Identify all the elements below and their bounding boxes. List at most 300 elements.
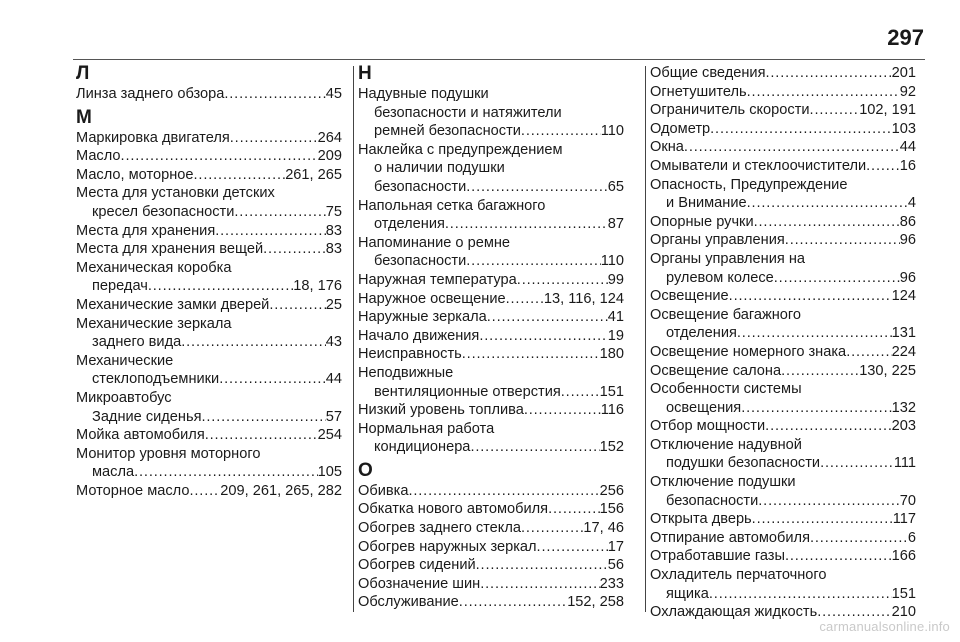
entry-term: Органы управления: [650, 232, 785, 249]
entry-line: [358, 593, 624, 612]
entry-line: [76, 352, 342, 371]
entry-pages: 45: [325, 86, 342, 102]
index-entry: [650, 231, 916, 250]
entry-pages: 86: [899, 213, 916, 230]
entry-pages: 4: [907, 195, 916, 212]
entry-term: Надувные подушки: [358, 86, 489, 102]
index-entry: [650, 343, 916, 362]
index-entry: [358, 271, 624, 290]
index-entry: [650, 250, 916, 287]
dot-leader: [487, 308, 608, 327]
index-entry: [76, 259, 342, 296]
entry-line: [650, 566, 916, 585]
dot-leader: [710, 120, 892, 139]
entry-term: ящика: [666, 585, 709, 602]
entry-line: [358, 215, 624, 234]
index-entry: [650, 157, 916, 176]
entry-term: отделения: [666, 325, 737, 342]
entry-term: Механические зеркала: [76, 315, 232, 332]
entry-line: [76, 315, 342, 334]
dot-leader: [754, 213, 900, 232]
entry-pages: 103: [891, 120, 916, 137]
dot-leader: [785, 547, 892, 566]
index-entry: [358, 401, 624, 420]
entry-pages: 254: [317, 427, 342, 444]
entry-term: Опасность, Предупреждение: [650, 176, 848, 193]
entry-line: [358, 500, 624, 519]
dot-leader: [737, 324, 892, 343]
entry-term: Отбор мощности: [650, 418, 766, 435]
index-entry: [358, 85, 624, 141]
entry-line: [358, 327, 624, 346]
entry-term: Отпирание автомобиля: [650, 529, 810, 546]
entry-line: [358, 538, 624, 557]
entry-line: [76, 129, 342, 148]
entry-pages: 151: [599, 383, 624, 400]
dot-leader: [684, 138, 900, 157]
entry-pages: 44: [899, 139, 916, 156]
dot-leader: [810, 529, 908, 548]
entry-pages: 57: [325, 408, 342, 425]
dot-leader: [521, 122, 601, 141]
entry-term: Освещение салона: [650, 362, 782, 379]
index-entry: [650, 417, 916, 436]
entry-term: Масло, моторное: [76, 166, 194, 183]
entry-term: безопасности: [374, 178, 467, 195]
entry-line: [76, 463, 342, 482]
entry-line: [650, 83, 916, 102]
entry-term: Обогрев наружных зеркал: [358, 538, 537, 555]
entry-line: [358, 345, 624, 364]
entry-term: Микроавтобус: [76, 389, 172, 406]
entry-term: Обкатка нового автомобиля: [358, 501, 549, 518]
dot-leader: [752, 510, 893, 529]
section-letter: М: [76, 106, 92, 128]
dot-leader: [548, 500, 600, 519]
entry-line: [76, 203, 342, 222]
entry-term: Открыта дверь: [650, 511, 752, 528]
entry-pages: 203: [891, 418, 916, 435]
entry-line: [76, 333, 342, 352]
entry-line: [76, 296, 342, 315]
index-entry: [76, 296, 342, 315]
entry-term: подушки безопасности: [666, 455, 821, 472]
entry-term: Наклейка с предупреждением: [358, 141, 563, 158]
entry-term: Наружная температура: [358, 271, 517, 288]
index-entry: [358, 519, 624, 538]
index-entry: [358, 234, 624, 271]
entry-term: Отключение надувной: [650, 436, 802, 453]
entry-line: [358, 438, 624, 457]
entry-term: Механические: [76, 352, 174, 369]
entry-pages: 87: [607, 216, 624, 233]
entry-term: Мойка автомобиля: [76, 427, 205, 444]
dot-leader: [215, 222, 326, 241]
entry-line: [76, 389, 342, 408]
entry-term: Обозначение шин: [358, 575, 481, 592]
dot-leader: [747, 83, 900, 102]
index-entry: [650, 566, 916, 603]
index-entry: [650, 529, 916, 548]
entry-term: Низкий уровень топлива: [358, 402, 524, 419]
dot-leader: [561, 383, 600, 402]
entry-term: Опорные ручки: [650, 213, 754, 230]
entry-pages: 116: [600, 402, 624, 419]
dot-leader: [201, 408, 325, 427]
index-column-3: [650, 64, 916, 622]
entry-pages: 124: [891, 288, 916, 305]
entry-term: стеклоподъемники: [92, 371, 220, 388]
index-entry: [650, 473, 916, 510]
entry-line: [650, 510, 916, 529]
dot-leader: [479, 327, 607, 346]
entry-term: Освещение номерного знака: [650, 343, 847, 360]
dot-leader: [765, 64, 891, 83]
index-entry: [76, 129, 342, 148]
entry-term: Маркировка двигателя: [76, 129, 230, 146]
entry-line: [650, 64, 916, 83]
dot-leader: [224, 85, 325, 104]
entry-term: Нормальная работа: [358, 420, 495, 437]
index-column-1: [76, 64, 342, 500]
entry-pages: 18, 176: [293, 278, 342, 295]
entry-pages: 201: [891, 65, 916, 81]
dot-leader: [810, 101, 860, 120]
entry-line: [650, 250, 916, 269]
dot-leader: [470, 438, 599, 457]
dot-leader: [774, 269, 900, 288]
entry-term: и Внимание: [666, 195, 747, 212]
entry-line: [650, 585, 916, 604]
entry-pages: 180: [599, 346, 624, 363]
dot-leader: [462, 345, 600, 364]
dot-leader: [521, 519, 583, 538]
entry-line: [76, 166, 342, 185]
entry-term: Омыватели и стеклоочистители: [650, 157, 867, 174]
dot-leader: [234, 203, 325, 222]
dot-leader: [846, 343, 891, 362]
entry-pages: 110: [600, 253, 624, 270]
entry-term: Неподвижные: [358, 364, 454, 381]
entry-line: [650, 176, 916, 195]
entry-line: [358, 290, 624, 309]
entry-line: [650, 231, 916, 250]
entry-line: [358, 178, 624, 197]
entry-term: Освещение: [650, 288, 729, 305]
entry-term: Отключение подушки: [650, 474, 796, 491]
entry-line: [76, 408, 342, 427]
entry-pages: 209, 261, 265, 282: [220, 482, 342, 499]
entry-line: [358, 364, 624, 383]
entry-line: [358, 401, 624, 420]
entry-term: Неисправность: [358, 346, 462, 363]
dot-leader: [205, 426, 318, 445]
entry-term: Масло: [76, 148, 121, 165]
dot-leader: [148, 277, 293, 296]
entry-pages: 41: [607, 309, 624, 326]
entry-term: кресел безопасности: [92, 203, 235, 220]
dot-leader: [230, 129, 318, 148]
index-column-2: [358, 64, 624, 612]
dot-leader: [476, 556, 608, 575]
entry-line: [358, 556, 624, 575]
index-entry: [358, 364, 624, 401]
entry-pages: 99: [607, 271, 624, 288]
entry-pages: 152, 258: [567, 594, 624, 611]
dot-leader: [524, 401, 601, 420]
entry-term: Охлаждающая жидкость: [650, 604, 818, 621]
entry-term: безопасности: [666, 492, 759, 509]
entry-term: Обслуживание: [358, 594, 459, 611]
entry-term: Органы управления на: [650, 250, 806, 267]
entry-pages: 102, 191: [859, 102, 916, 119]
entry-line: [650, 306, 916, 325]
entry-pages: 25: [325, 296, 342, 313]
entry-pages: 16: [899, 157, 916, 174]
dot-leader: [820, 454, 894, 473]
dot-leader: [785, 231, 900, 250]
entry-term: Начало движения: [358, 327, 480, 344]
header-rule: [73, 59, 925, 60]
entry-line: [76, 222, 342, 241]
index-entry: [76, 352, 342, 389]
index-entry: [358, 420, 624, 457]
index-entry: [358, 197, 624, 234]
entry-term: Обогрев сидений: [358, 557, 476, 574]
entry-term: масла: [92, 464, 135, 481]
dot-leader: [466, 178, 608, 197]
entry-line: [650, 213, 916, 232]
entry-pages: 130, 225: [859, 362, 916, 379]
entry-line: [76, 240, 342, 259]
entry-term: отделения: [374, 216, 445, 233]
entry-line: [358, 197, 624, 216]
entry-term: освещения: [666, 399, 742, 416]
entry-pages: 233: [599, 575, 624, 592]
dot-leader: [459, 593, 567, 612]
entry-line: [650, 492, 916, 511]
dot-leader: [747, 194, 908, 213]
entry-term: вентиляционные отверстия: [374, 383, 561, 400]
entry-line: [650, 380, 916, 399]
entry-pages: 264: [317, 129, 342, 146]
entry-line: [76, 259, 342, 278]
entry-pages: 17, 46: [583, 520, 624, 537]
entry-pages: 6: [907, 529, 916, 546]
dot-leader: [194, 166, 286, 185]
entry-line: [358, 575, 624, 594]
dot-leader: [781, 362, 859, 381]
dot-leader: [189, 482, 220, 501]
entry-pages: 209: [317, 148, 342, 165]
entry-line: [358, 482, 624, 501]
entry-line: [650, 473, 916, 492]
section-letter: Н: [358, 63, 372, 84]
index-entry: [358, 500, 624, 519]
entry-line: [650, 547, 916, 566]
entry-pages: 117: [892, 511, 916, 528]
entry-line: [76, 147, 342, 166]
index-entry: [76, 315, 342, 352]
dot-leader: [121, 147, 318, 166]
watermark: carmanualsonline.info: [819, 619, 950, 634]
entry-term: Обогрев заднего стекла: [358, 520, 521, 537]
entry-term: Освещение багажного: [650, 306, 802, 323]
dot-leader: [408, 482, 599, 501]
entry-line: [650, 157, 916, 176]
index-entry: [76, 482, 342, 501]
entry-term: Места для хранения: [76, 222, 216, 239]
entry-pages: 75: [325, 203, 342, 220]
entry-pages: 224: [891, 343, 916, 360]
entry-line: [358, 252, 624, 271]
entry-term: безопасности: [374, 253, 467, 270]
dot-leader: [134, 463, 318, 482]
column-divider: [353, 66, 354, 612]
index-entry: [650, 138, 916, 157]
entry-term: Особенности системы: [650, 381, 802, 398]
entry-line: [650, 417, 916, 436]
entry-line: [650, 399, 916, 418]
entry-term: Отработавшие газы: [650, 548, 785, 565]
entry-term: ремней безопасности: [374, 123, 521, 140]
index-entry: [650, 547, 916, 566]
dot-leader: [537, 538, 608, 557]
index-entry: [358, 482, 624, 501]
index-entry: [358, 345, 624, 364]
entry-term: Моторное масло: [76, 482, 190, 499]
entry-term: безопасности и натяжители: [374, 104, 562, 121]
entry-line: [358, 159, 624, 178]
entry-line: [650, 529, 916, 548]
index-entry: [76, 240, 342, 259]
index-entry: [76, 426, 342, 445]
index-entry: [76, 184, 342, 221]
entry-line: [650, 343, 916, 362]
entry-pages: 56: [607, 557, 624, 574]
dot-leader: [445, 215, 608, 234]
entry-line: [76, 370, 342, 389]
dot-leader: [765, 417, 891, 436]
section-letter: О: [358, 459, 373, 481]
entry-pages: 96: [899, 232, 916, 249]
dot-leader: [741, 399, 891, 418]
entry-term: Места для установки детских: [76, 185, 275, 202]
entry-line: [650, 120, 916, 139]
index-entry: [650, 83, 916, 102]
dot-leader: [866, 157, 900, 176]
index-entry: [650, 64, 916, 83]
entry-pages: 96: [899, 269, 916, 286]
column-divider: [645, 66, 646, 612]
index-entry: [76, 147, 342, 166]
entry-term: Напольная сетка багажного: [358, 197, 546, 214]
entry-line: [358, 271, 624, 290]
entry-term: передач: [92, 278, 148, 295]
entry-pages: 65: [607, 178, 624, 195]
index-entry: [358, 308, 624, 327]
entry-pages: 110: [600, 123, 624, 140]
entry-pages: 92: [899, 83, 916, 100]
entry-line: [358, 85, 624, 104]
entry-pages: 83: [325, 241, 342, 258]
entry-term: Ограничитель скорости: [650, 102, 810, 119]
entry-line: [76, 445, 342, 464]
dot-leader: [517, 271, 608, 290]
entry-pages: 256: [599, 482, 624, 499]
index-entry: [358, 575, 624, 594]
entry-line: [650, 287, 916, 306]
index-entry: [76, 445, 342, 482]
entry-pages: 166: [891, 548, 916, 565]
entry-term: Места для хранения вещей: [76, 241, 264, 258]
entry-line: [650, 194, 916, 213]
entry-line: [76, 85, 342, 104]
entry-term: Задние сиденья: [92, 408, 202, 425]
entry-line: [650, 324, 916, 343]
index-entry: [650, 436, 916, 473]
entry-line: [76, 184, 342, 203]
entry-line: [76, 277, 342, 296]
dot-leader: [506, 290, 544, 309]
entry-line: [358, 383, 624, 402]
entry-term: заднего вида: [92, 334, 182, 351]
entry-line: [650, 454, 916, 473]
index-entry: [650, 176, 916, 213]
entry-line: [76, 426, 342, 445]
entry-term: Окна: [650, 139, 684, 156]
index-entry: [76, 222, 342, 241]
index-entry: [76, 389, 342, 426]
entry-pages: 151: [891, 585, 916, 602]
entry-line: [358, 420, 624, 439]
dot-leader: [729, 287, 892, 306]
entry-line: [76, 482, 342, 501]
entry-term: Линза заднего обзора: [76, 86, 225, 102]
index-entry: [358, 538, 624, 557]
entry-term: о наличии подушки: [374, 160, 505, 177]
entry-pages: 70: [899, 492, 916, 509]
entry-term: Одометр: [650, 120, 711, 137]
index-entry: [650, 213, 916, 232]
entry-line: [650, 362, 916, 381]
entry-pages: 132: [891, 399, 916, 416]
entry-line: [358, 308, 624, 327]
entry-pages: 152: [599, 439, 624, 456]
entry-line: [358, 141, 624, 160]
entry-term: Напоминание о ремне: [358, 234, 511, 251]
entry-line: [650, 436, 916, 455]
dot-leader: [263, 240, 326, 259]
entry-line: [358, 234, 624, 253]
dot-leader: [466, 252, 600, 271]
page-number: 297: [887, 25, 924, 50]
entry-pages: 111: [893, 455, 916, 472]
entry-term: Обивка: [358, 482, 409, 499]
entry-term: Монитор уровня моторного: [76, 445, 261, 462]
dot-leader: [181, 333, 326, 352]
dot-leader: [219, 370, 326, 389]
index-entry: [650, 306, 916, 343]
entry-line: [650, 269, 916, 288]
entry-line: [358, 122, 624, 141]
entry-pages: 43: [325, 334, 342, 351]
index-entry: [650, 287, 916, 306]
dot-leader: [709, 585, 892, 604]
index-entry: [650, 380, 916, 417]
index-entry: [76, 85, 342, 104]
entry-term: Наружные зеркала: [358, 309, 487, 326]
